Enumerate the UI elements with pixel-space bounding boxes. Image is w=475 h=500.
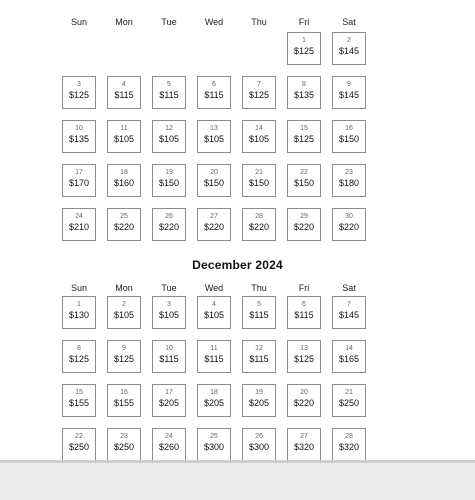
day-price: $155	[68, 398, 90, 408]
day-cell[interactable]	[197, 384, 231, 417]
weekday-label: Sun	[70, 17, 87, 27]
day-price: $320	[338, 442, 360, 452]
day-price: $205	[158, 398, 180, 408]
day-cell[interactable]	[152, 384, 186, 417]
day-number: 2	[347, 37, 351, 44]
day-cell[interactable]	[62, 208, 96, 241]
day-cell[interactable]	[287, 208, 321, 241]
day-number: 23	[120, 433, 128, 440]
day-cell[interactable]	[242, 120, 276, 153]
day-price: $125	[293, 46, 315, 56]
day-cell[interactable]	[242, 428, 276, 460]
day-number: 22	[75, 433, 83, 440]
day-cell[interactable]	[332, 296, 366, 329]
day-cell[interactable]	[197, 164, 231, 197]
day-number: 21	[255, 169, 263, 176]
day-number: 27	[300, 433, 308, 440]
day-price: $145	[338, 310, 360, 320]
day-number: 26	[165, 213, 173, 220]
day-cell[interactable]	[152, 120, 186, 153]
day-cell[interactable]	[242, 208, 276, 241]
day-price: $205	[203, 398, 225, 408]
day-number: 25	[210, 433, 218, 440]
day-cell[interactable]	[332, 76, 366, 109]
day-number: 18	[210, 389, 218, 396]
weekday-label: Sat	[342, 17, 356, 27]
day-number: 11	[210, 345, 218, 352]
day-price: $105	[158, 134, 180, 144]
weekday-label: Thu	[251, 283, 267, 293]
day-price: $220	[293, 222, 315, 232]
day-cell[interactable]	[332, 32, 366, 65]
day-number: 28	[255, 213, 263, 220]
day-number: 9	[347, 81, 351, 88]
day-cell[interactable]	[197, 428, 231, 460]
day-number: 7	[347, 301, 351, 308]
day-number: 7	[257, 81, 261, 88]
day-number: 10	[165, 345, 173, 352]
bottom-bar	[0, 460, 475, 500]
day-cell[interactable]	[242, 384, 276, 417]
day-cell[interactable]	[242, 76, 276, 109]
day-number: 5	[257, 301, 261, 308]
day-number: 19	[255, 389, 263, 396]
day-number: 1	[77, 301, 81, 308]
day-cell[interactable]	[152, 76, 186, 109]
day-price: $125	[293, 354, 315, 364]
day-cell[interactable]	[197, 208, 231, 241]
day-number: 20	[300, 389, 308, 396]
weekday-label: Wed	[204, 283, 224, 293]
day-number: 28	[345, 433, 353, 440]
day-price: $180	[338, 178, 360, 188]
day-cell[interactable]	[332, 340, 366, 373]
day-cell[interactable]	[287, 32, 321, 65]
day-cell[interactable]	[332, 428, 366, 460]
day-cell[interactable]	[107, 164, 141, 197]
day-number: 4	[122, 81, 126, 88]
day-cell[interactable]	[197, 76, 231, 109]
day-number: 13	[300, 345, 308, 352]
day-price: $220	[338, 222, 360, 232]
day-number: 14	[255, 125, 263, 132]
day-price: $105	[158, 310, 180, 320]
day-cell[interactable]	[107, 340, 141, 373]
day-price: $220	[203, 222, 225, 232]
day-number: 25	[120, 213, 128, 220]
day-cell[interactable]	[62, 76, 96, 109]
day-price: $115	[159, 354, 179, 364]
day-price: $125	[113, 354, 135, 364]
day-number: 23	[345, 169, 353, 176]
day-price: $150	[338, 134, 360, 144]
weekday-label: Mon	[115, 283, 133, 293]
day-number: 18	[120, 169, 128, 176]
day-price: $300	[203, 442, 225, 452]
weekday-label: Sat	[342, 283, 356, 293]
day-price: $160	[113, 178, 135, 188]
day-number: 22	[300, 169, 308, 176]
weekday-label: Wed	[204, 17, 224, 27]
day-price: $165	[338, 354, 360, 364]
day-price: $300	[248, 442, 270, 452]
day-price: $115	[159, 90, 179, 100]
weekday-header	[0, 283, 475, 297]
day-price: $220	[248, 222, 270, 232]
day-price: $205	[248, 398, 270, 408]
day-number: 16	[345, 125, 353, 132]
day-cell[interactable]	[287, 120, 321, 153]
day-price: $125	[248, 90, 270, 100]
day-price: $125	[68, 354, 90, 364]
day-cell[interactable]	[107, 76, 141, 109]
day-price: $155	[113, 398, 135, 408]
day-price: $115	[249, 310, 269, 320]
weekday-label: Fri	[298, 283, 310, 293]
weekday-label: Tue	[161, 17, 177, 27]
day-cell[interactable]	[242, 340, 276, 373]
weekday-header	[0, 17, 475, 31]
day-number: 21	[345, 389, 353, 396]
day-number: 12	[255, 345, 263, 352]
day-cell[interactable]	[287, 164, 321, 197]
day-number: 3	[77, 81, 81, 88]
day-number: 29	[300, 213, 308, 220]
day-number: 5	[167, 81, 171, 88]
day-number: 30	[345, 213, 353, 220]
day-price: $105	[203, 310, 225, 320]
day-number: 12	[165, 125, 173, 132]
day-cell[interactable]	[287, 76, 321, 109]
day-price: $210	[68, 222, 90, 232]
day-cell[interactable]	[287, 296, 321, 329]
day-price: $115	[294, 310, 314, 320]
day-price: $220	[113, 222, 135, 232]
day-number: 8	[302, 81, 306, 88]
day-number: 19	[165, 169, 173, 176]
day-price: $105	[248, 134, 270, 144]
day-price: $105	[113, 310, 135, 320]
day-number: 24	[75, 213, 83, 220]
month-title: December 2024	[192, 258, 283, 272]
day-price: $150	[158, 178, 180, 188]
day-cell[interactable]	[62, 384, 96, 417]
day-price: $320	[293, 442, 315, 452]
day-price: $135	[68, 134, 90, 144]
day-number: 26	[255, 433, 263, 440]
day-cell[interactable]	[152, 208, 186, 241]
day-price: $130	[68, 310, 90, 320]
day-cell[interactable]	[62, 428, 96, 460]
day-number: 6	[212, 81, 216, 88]
day-number: 3	[167, 301, 171, 308]
day-cell[interactable]	[62, 296, 96, 329]
day-cell[interactable]	[287, 428, 321, 460]
day-price: $220	[158, 222, 180, 232]
day-number: 17	[165, 389, 173, 396]
day-price: $150	[293, 178, 315, 188]
day-cell[interactable]	[197, 296, 231, 329]
day-price: $150	[203, 178, 225, 188]
day-cell[interactable]	[152, 164, 186, 197]
day-number: 6	[302, 301, 306, 308]
day-cell[interactable]	[287, 384, 321, 417]
day-price: $250	[338, 398, 360, 408]
day-number: 4	[212, 301, 216, 308]
day-cell[interactable]	[242, 164, 276, 197]
day-cell[interactable]	[107, 296, 141, 329]
day-price: $115	[114, 90, 134, 100]
day-number: 1	[302, 37, 306, 44]
day-cell[interactable]	[62, 340, 96, 373]
day-number: 11	[120, 125, 128, 132]
day-cell[interactable]	[332, 384, 366, 417]
day-cell[interactable]	[242, 296, 276, 329]
day-price: $115	[204, 90, 224, 100]
day-number: 15	[300, 125, 308, 132]
day-number: 10	[75, 125, 83, 132]
day-cell[interactable]	[332, 208, 366, 241]
day-number: 15	[75, 389, 83, 396]
day-price: $115	[249, 354, 269, 364]
day-number: 27	[210, 213, 218, 220]
day-cell[interactable]	[62, 120, 96, 153]
day-cell[interactable]	[107, 120, 141, 153]
day-price: $250	[68, 442, 90, 452]
day-number: 8	[77, 345, 81, 352]
day-cell[interactable]	[152, 428, 186, 460]
day-number: 9	[122, 345, 126, 352]
day-price: $105	[203, 134, 225, 144]
weekday-label: Fri	[298, 17, 310, 27]
day-cell[interactable]	[332, 120, 366, 153]
day-price: $135	[293, 90, 315, 100]
day-number: 16	[120, 389, 128, 396]
weekday-label: Thu	[251, 17, 267, 27]
day-number: 14	[345, 345, 353, 352]
day-cell[interactable]	[107, 428, 141, 460]
weekday-label: Tue	[161, 283, 177, 293]
day-cell[interactable]	[287, 340, 321, 373]
day-cell[interactable]	[62, 164, 96, 197]
day-price: $260	[158, 442, 180, 452]
day-price: $150	[248, 178, 270, 188]
day-cell[interactable]	[107, 384, 141, 417]
day-price: $220	[293, 398, 315, 408]
day-price: $125	[293, 134, 315, 144]
day-cell[interactable]	[197, 120, 231, 153]
day-price: $145	[338, 46, 360, 56]
day-number: 2	[122, 301, 126, 308]
day-number: 24	[165, 433, 173, 440]
day-number: 13	[210, 125, 218, 132]
day-number: 17	[75, 169, 83, 176]
weekday-label: Mon	[115, 17, 133, 27]
day-number: 20	[210, 169, 218, 176]
day-price: $250	[113, 442, 135, 452]
weekday-label: Sun	[70, 283, 87, 293]
day-cell[interactable]	[152, 296, 186, 329]
day-price: $145	[338, 90, 360, 100]
day-cell[interactable]	[107, 208, 141, 241]
day-price: $170	[68, 178, 90, 188]
day-price: $115	[204, 354, 224, 364]
day-price: $125	[68, 90, 90, 100]
day-cell[interactable]	[197, 340, 231, 373]
day-cell[interactable]	[332, 164, 366, 197]
day-cell[interactable]	[152, 340, 186, 373]
day-price: $105	[113, 134, 135, 144]
